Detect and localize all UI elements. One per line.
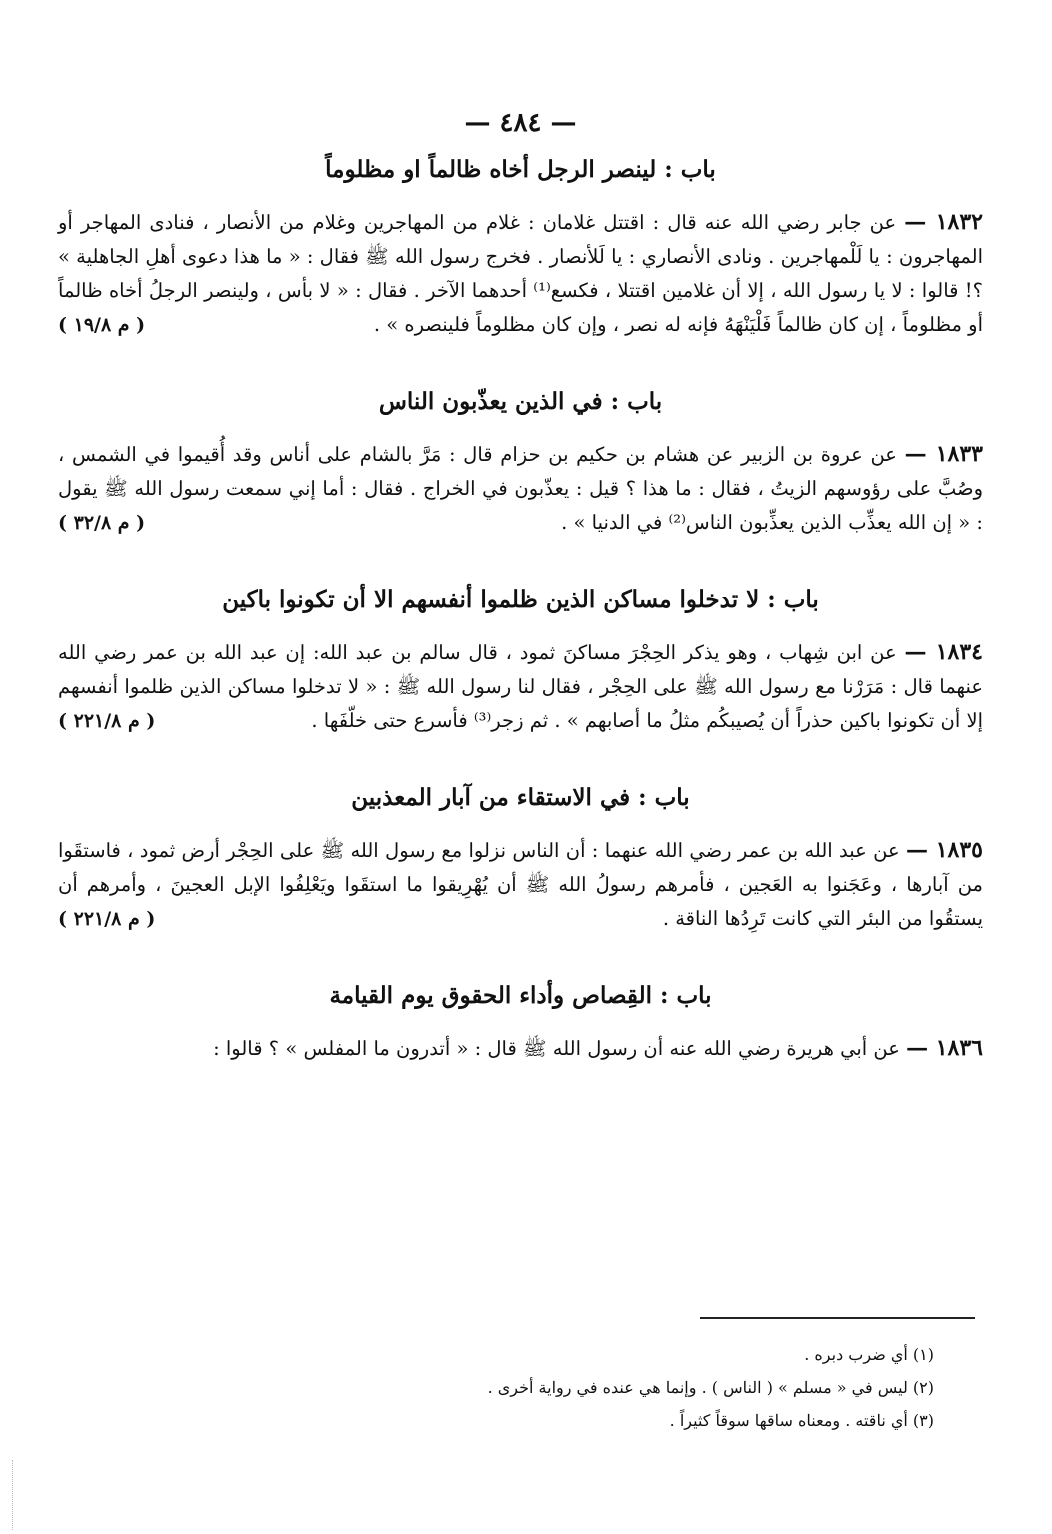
hadith-text: عن جابر رضي الله عنه قال : اقتتل غلامان : غلام من المهاجرين وغلام من الأنصار ، فنادى المهاجر أو المهاجرون : يا لَلْمهاجرين . ونادى الأنصاري : يا لَلأنصار . فخرج رسول الله ﷺ فقال : « ما هذا دعوى أهلِ الجاهلية » ؟! قالوا : لا يا رسول الله ، إلا أن غلامين اقتتلا ، فكسع⁽¹⁾ أحدهما الآخر . فقال : « لا بأس ، ولينصر الرجلُ أخاه ظالماً أو مظلوماً ، إن كان ظالماً فَلْيَنْهَهُ فإنه له نصر ، وإن كان مظلوماً فلينصره » . <box>58 211 983 336</box>
section-3 <box>58 586 983 738</box>
hadith-1835 <box>58 833 983 936</box>
page-number: — ٤٨٤ — <box>464 108 577 138</box>
section-heading: باب : لا تدخلوا مساكن الذين ظلموا أنفسهم الا أن تكونوا باكين <box>222 586 819 613</box>
hadith-number: ١٨٣٢ — <box>904 209 983 235</box>
hadith-text: عن عبد الله بن عمر رضي الله عنهما : أن الناس نزلوا مع رسول الله ﷺ على الحِجْر أرض ثمود ، فاستقَوا من آبارها ، وعَجَنوا به العَجين ، فأمرهم رسولُ الله ﷺ أن يُهْرِيقوا ما استقَوا ويَعْلِفُوا الإبل العجينَ ، وأمرهم أن يستقُوا من البئر التي كانت تَرِدُها الناقة . <box>58 839 983 930</box>
section-1 <box>58 156 983 342</box>
hadith-number: ١٨٣٥ — <box>905 837 983 863</box>
page-body <box>58 108 983 1066</box>
footnotes <box>174 1338 934 1437</box>
hadith-text: عن عروة بن الزبير عن هشام بن حكيم بن حزام قال : مَرَّ بالشام على أناس وقد أُقيموا في الشمس ، وصُبَّ على رؤوسهم الزيتُ ، فقال : ما هذا ؟ قيل : يعذّبون في الخراج . فقال : أما إني سمعت رسول الله ﷺ يقول : « إن الله يعذِّب الذين يعذِّبون الناس⁽²⁾ في الدنيا » . <box>58 443 983 534</box>
hadith-1834 <box>58 635 983 738</box>
hadith-1836 <box>58 1031 983 1066</box>
page-crease <box>12 1460 14 1530</box>
hadith-reference: ( م ٢٢١/٨ ) <box>58 908 156 930</box>
section-4 <box>58 784 983 936</box>
hadith-1833 <box>58 437 983 540</box>
hadith-reference: ( م ١٩/٨ ) <box>58 314 146 336</box>
hadith-text: عن أبي هريرة رضي الله عنه أن رسول الله ﷺ قال : « أتدرون ما المفلس » ؟ قالوا : <box>213 1037 900 1060</box>
footnote-1: (١) أي ضرب دبره . <box>804 1345 934 1364</box>
hadith-text: عن ابن شِهاب ، وهو يذكر الحِجْرَ مساكنَ ثمود ، قال سالم بن عبد الله: إن عبد الله بن عمر رضي الله عنهما قال : مَرَرْنا مع رسول الله ﷺ على الحِجْر ، فقال لنا رسول الله ﷺ : « لا تدخلوا مساكن الذين ظلموا أنفسهم إلا أن تكونوا باكين حذراً أن يُصيبكُم مثلُ ما أصابهم » . ثم زجر⁽³⁾ فأسرع حتى خلّفَها . <box>58 641 983 732</box>
section-heading: باب : في الذين يعذّبون الناس <box>378 388 663 415</box>
hadith-1832 <box>58 205 983 342</box>
hadith-reference: ( م ٣٢/٨ ) <box>58 512 146 534</box>
footnote-divider <box>700 1317 975 1319</box>
section-2 <box>58 388 983 540</box>
hadith-number: ١٨٣٤ — <box>904 639 983 665</box>
footnote-3: (٣) أي ناقته . ومعناه ساقها سوقاً كثيراً . <box>669 1411 934 1430</box>
section-heading: باب : لينصر الرجل أخاه ظالماً او مظلوماً <box>325 156 716 183</box>
section-heading: باب : في الاستقاء من آبار المعذبين <box>351 784 690 811</box>
section-heading: باب : القِصاص وأداء الحقوق يوم القيامة <box>329 982 712 1009</box>
hadith-reference: ( م ٢٢١/٨ ) <box>58 710 156 732</box>
hadith-number: ١٨٣٦ — <box>906 1035 983 1061</box>
hadith-number: ١٨٣٣ — <box>904 441 983 467</box>
footnote-2: (٢) ليس في « مسلم » ( الناس ) . وإنما هي عنده في رواية أخرى . <box>487 1378 934 1397</box>
section-5 <box>58 982 983 1066</box>
